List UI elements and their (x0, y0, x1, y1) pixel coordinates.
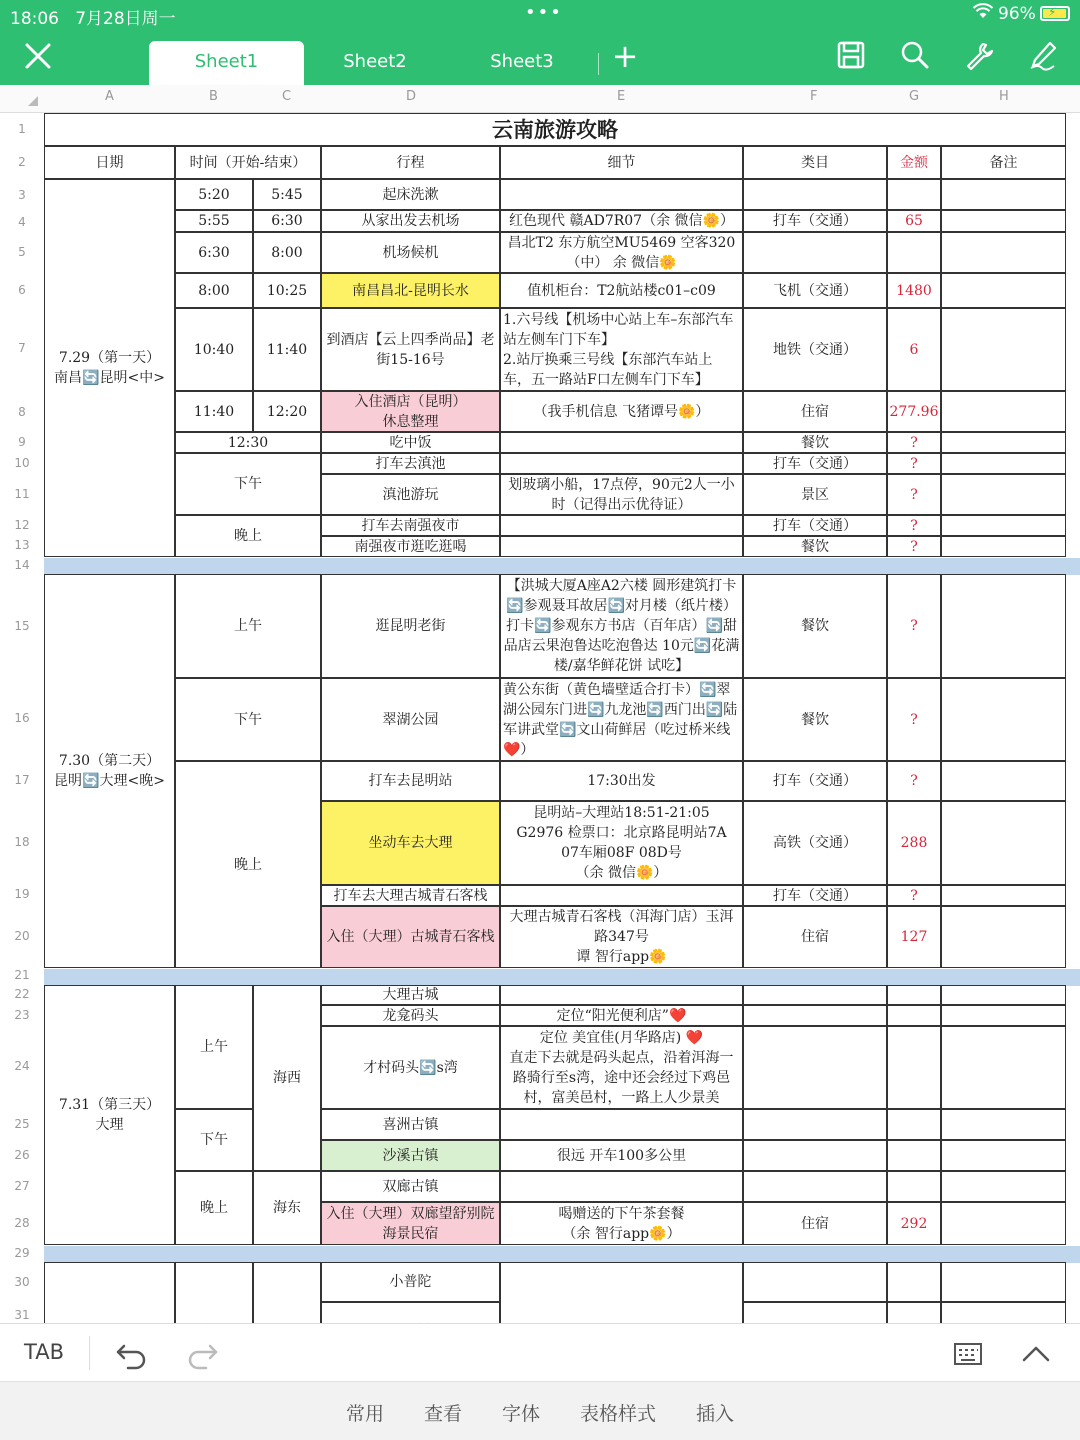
cell-end[interactable]: 11:40 (253, 308, 321, 391)
separator-band (44, 558, 1080, 575)
cell-note[interactable] (941, 885, 1066, 906)
row-header[interactable]: 2 (18, 155, 26, 169)
cell-note[interactable] (941, 801, 1066, 885)
status-bar (0, 0, 1080, 30)
cell-category[interactable] (743, 232, 887, 273)
cell-category[interactable]: 餐饮 (743, 536, 887, 557)
cell-area[interactable]: 海西 (253, 985, 321, 1171)
app-toolbar (0, 30, 1080, 85)
cell-detail[interactable]: 定位 美宜佳(月华路店) ❤️ 直走下去就是码头起点，沿着洱海一路骑行至s湾，途中还会经过下鸡邑村，富美邑村，一路上人少景美 (500, 1026, 743, 1109)
row-header[interactable]: 25 (14, 1117, 30, 1131)
header-plan[interactable]: 行程 (321, 146, 500, 179)
cell-detail[interactable] (500, 1109, 743, 1140)
col-header-e[interactable]: E (617, 89, 626, 104)
edit-toolbar (0, 1323, 1080, 1381)
cell-note[interactable] (941, 1109, 1066, 1140)
row-header[interactable]: 19 (14, 887, 30, 901)
cell-category[interactable] (743, 1005, 887, 1026)
cell-period[interactable]: 晚上 (175, 1171, 253, 1245)
cell-plan[interactable]: 入住（大理）古城青石客栈 (321, 906, 500, 968)
cell-time[interactable]: 下午 (175, 453, 321, 515)
cell-detail[interactable]: 大理古城青石客栈（洱海门店）玉洱路347号 谭 智行app🌼 (500, 906, 743, 968)
column-header-bar (0, 85, 1080, 113)
cell-detail[interactable]: 红色现代 赣AD7R07（余 微信🌼） (500, 210, 743, 232)
tab-divider (598, 53, 599, 75)
tab-sheet2[interactable]: Sheet2 (343, 51, 407, 72)
cell-category[interactable]: 打车（交通） (743, 210, 887, 232)
row-header[interactable]: 16 (14, 711, 30, 725)
row-header[interactable]: 22 (14, 987, 30, 1001)
header-note[interactable]: 备注 (941, 146, 1066, 179)
cell-category[interactable]: 住宿 (743, 391, 887, 432)
row-header[interactable]: 17 (14, 773, 30, 787)
cell-detail[interactable] (500, 885, 743, 906)
cell-end[interactable]: 10:25 (253, 273, 321, 308)
cell-note[interactable] (941, 432, 1066, 453)
row-header[interactable]: 10 (14, 456, 30, 470)
close-icon[interactable] (22, 40, 54, 72)
cell-start[interactable]: 10:40 (175, 308, 253, 391)
row-header[interactable]: 3 (18, 188, 26, 202)
cell-plan[interactable]: 滇池游玩 (321, 474, 500, 515)
add-sheet-button[interactable]: + (611, 37, 639, 75)
cell-plan[interactable]: 大理古城 (321, 985, 500, 1005)
row-header[interactable]: 14 (14, 558, 30, 572)
cell-amount[interactable] (887, 1262, 941, 1302)
cell-plan[interactable]: 到酒店【云上四季尚品】老街15-16号 (321, 308, 500, 391)
cell-category[interactable]: 地铁（交通） (743, 308, 887, 391)
row-header[interactable]: 5 (18, 245, 26, 259)
cell-plan[interactable]: 打车去昆明站 (321, 761, 500, 801)
cell-amount[interactable]: 65 (887, 210, 941, 232)
cell-time[interactable]: 12:30 (175, 432, 321, 453)
sheet-grid (0, 113, 1080, 1323)
cell-amount[interactable]: ? (887, 574, 941, 678)
cell-period[interactable]: 上午 (175, 985, 253, 1109)
col-header-g[interactable]: G (909, 89, 920, 104)
cell-time[interactable]: 下午 (175, 678, 321, 761)
tab-sheet1[interactable]: Sheet1 (149, 41, 304, 85)
cell-category[interactable]: 餐饮 (743, 574, 887, 678)
cell-note[interactable] (941, 761, 1066, 801)
cell-note[interactable] (941, 536, 1066, 557)
cell-detail[interactable]: 划玻璃小船，17点停，90元2人一小时（记得出示优待证） (500, 474, 743, 515)
row-header[interactable]: 1 (18, 122, 26, 136)
cell-note[interactable] (941, 273, 1066, 308)
cell-note[interactable] (941, 308, 1066, 391)
cell-plan[interactable]: 沙溪古镇 (321, 1140, 500, 1171)
cell-plan[interactable]: 吃中饭 (321, 432, 500, 453)
cell-detail[interactable] (500, 432, 743, 453)
cell-start[interactable]: 11:40 (175, 391, 253, 432)
cell-category[interactable]: 高铁（交通） (743, 801, 887, 885)
row-header[interactable]: 13 (14, 538, 30, 552)
cell-note[interactable] (941, 1262, 1066, 1302)
cell-plan[interactable]: 南强夜市逛吃逛喝 (321, 536, 500, 557)
col-header-a[interactable]: A (105, 89, 114, 104)
cell-detail[interactable]: 喝赠送的下午茶套餐 （余 智行app🌼） (500, 1202, 743, 1245)
separator-band (44, 969, 1080, 986)
cell-plan[interactable]: 双廊古镇 (321, 1171, 500, 1202)
wifi-icon (972, 3, 994, 24)
battery-percent: 96% (998, 4, 1036, 24)
col-header-h[interactable]: H (999, 89, 1009, 104)
cell-note[interactable] (941, 1202, 1066, 1245)
cell-category[interactable] (743, 1171, 887, 1202)
row-header[interactable]: 9 (18, 435, 26, 449)
row-header[interactable]: 12 (14, 518, 30, 532)
day1-date[interactable]: 7.29（第一天） 南昌🔄昆明<中> (44, 179, 175, 557)
pen-icon[interactable] (1028, 40, 1058, 70)
cell-detail[interactable]: 昌北T2 东方航空MU5469 空客320（中） 余 微信🌼 (500, 232, 743, 273)
cell-start[interactable]: 8:00 (175, 273, 253, 308)
cell-category[interactable]: 打车（交通） (743, 453, 887, 474)
cell-category[interactable] (743, 1026, 887, 1109)
cell-amount[interactable]: ? (887, 678, 941, 761)
col-header-b[interactable]: B (209, 89, 218, 104)
cell-detail[interactable]: 17:30出发 (500, 761, 743, 801)
cell-amount[interactable]: ? (887, 885, 941, 906)
row-header[interactable]: 29 (14, 1246, 30, 1260)
keyboard-icon[interactable] (950, 1336, 986, 1372)
cell-category[interactable] (743, 985, 887, 1005)
cell-category[interactable]: 飞机（交通） (743, 273, 887, 308)
cell-plan[interactable]: 喜洲古镇 (321, 1109, 500, 1140)
cell-time[interactable]: 晚上 (175, 761, 321, 968)
cell-plan[interactable]: 翠湖公园 (321, 678, 500, 761)
status-time: 18:06 7月28日周一 (10, 9, 176, 29)
cell-end[interactable]: 5:45 (253, 179, 321, 210)
cell-note[interactable] (941, 391, 1066, 432)
tab-key-button[interactable]: TAB (24, 1340, 64, 1364)
cell-note[interactable] (941, 1171, 1066, 1202)
cell-category[interactable] (743, 1109, 887, 1140)
cell-detail[interactable]: 黄公东街（黄色墙壁适合打卡）🔄翠湖公园东门进🔄九龙池🔄西门出🔄陆军讲武堂🔄文山荷鲜居（吃过桥米线❤️） (500, 678, 743, 761)
menu-common[interactable]: 常用 (346, 1403, 385, 1425)
cell-note[interactable] (941, 210, 1066, 232)
row-header[interactable]: 8 (18, 405, 26, 419)
cell-category[interactable]: 打车（交通） (743, 761, 887, 801)
row-header[interactable]: 26 (14, 1148, 30, 1162)
header-time[interactable]: 时间（开始-结束） (175, 146, 321, 179)
cell-category[interactable]: 餐饮 (743, 432, 887, 453)
cell-category[interactable]: 打车（交通） (743, 515, 887, 536)
row-header[interactable]: 18 (14, 835, 30, 849)
row-header[interactable]: 4 (18, 215, 26, 229)
cell-plan[interactable]: 打车去大理古城青石客栈 (321, 885, 500, 906)
cell-time[interactable]: 上午 (175, 574, 321, 678)
cell-amount[interactable]: 288 (887, 801, 941, 885)
cell-area[interactable]: 海东 (253, 1171, 321, 1245)
col-header-f[interactable]: F (810, 89, 818, 104)
cell-amount[interactable] (887, 232, 941, 273)
row-header[interactable]: 28 (14, 1216, 30, 1230)
cell-end[interactable]: 12:20 (253, 391, 321, 432)
cell-detail[interactable] (500, 453, 743, 474)
cell-plan[interactable]: 机场候机 (321, 232, 500, 273)
cell-category[interactable]: 住宿 (743, 1202, 887, 1245)
cell-plan[interactable]: 打车去滇池 (321, 453, 500, 474)
header-amount[interactable]: 金额 (887, 146, 941, 179)
cell-amount[interactable]: 277.96 (887, 391, 941, 432)
battery-icon: ⚡ (1040, 6, 1070, 21)
cell-note[interactable] (941, 574, 1066, 678)
menu-table-style[interactable]: 表格样式 (580, 1403, 657, 1425)
cell-amount[interactable]: ? (887, 761, 941, 801)
cell-amount[interactable]: ? (887, 432, 941, 453)
cell-note[interactable] (941, 678, 1066, 761)
cell-amount[interactable] (887, 985, 941, 1005)
cell-amount[interactable]: ? (887, 474, 941, 515)
cell-end[interactable]: 8:00 (253, 232, 321, 273)
cell-category[interactable] (743, 1140, 887, 1171)
cell-note[interactable] (941, 1140, 1066, 1171)
cell-note[interactable] (941, 985, 1066, 1005)
cell-amount[interactable]: 292 (887, 1202, 941, 1245)
cell-plan[interactable]: 起床洗漱 (321, 179, 500, 210)
wrench-icon[interactable] (964, 40, 994, 70)
header-detail[interactable]: 细节 (500, 146, 743, 179)
cell-category[interactable]: 打车（交通） (743, 885, 887, 906)
cell-plan[interactable]: 龙龛码头 (321, 1005, 500, 1026)
cell-amount[interactable] (887, 1171, 941, 1202)
row-header[interactable]: 15 (14, 619, 30, 633)
cell-detail[interactable]: 定位“阳光便利店”❤️ (500, 1005, 743, 1026)
cell-plan[interactable]: 入住酒店（昆明） 休息整理 (321, 391, 500, 432)
cell-amount[interactable]: ? (887, 453, 941, 474)
cell-plan[interactable]: 入住（大理）双廊望舒别院海景民宿 (321, 1202, 500, 1245)
row-header[interactable]: 7 (18, 341, 26, 355)
tab-sheet3[interactable]: Sheet3 (490, 51, 554, 72)
cell-detail[interactable]: 昆明站–大理站18:51-21:05 G2976 检票口：北京路昆明站7A 07车厢08F 08D号 （余 微信🌼） (500, 801, 743, 885)
cell-plan[interactable]: 南昌昌北-昆明长水 (321, 273, 500, 308)
menu-view[interactable]: 查看 (424, 1403, 463, 1425)
cell-note[interactable] (941, 474, 1066, 515)
cell-amount[interactable] (887, 1140, 941, 1171)
cell-note[interactable] (941, 453, 1066, 474)
cell-start[interactable]: 5:55 (175, 210, 253, 232)
cell-start[interactable]: 6:30 (175, 232, 253, 273)
menu-insert[interactable]: 插入 (696, 1403, 735, 1425)
row-header[interactable]: 31 (14, 1308, 30, 1322)
cell-detail[interactable]: 1.六号线【机场中心站上车–东部汽车站左侧车门下车】 2.站厅换乘三号线【东部汽车站上车，五一路站F口左侧车门下车】 (500, 308, 743, 391)
day2-date[interactable]: 7.30（第二天） 昆明🔄大理<晚> (44, 574, 175, 968)
cell-plan[interactable]: 小普陀 (321, 1262, 500, 1302)
col-header-c[interactable]: C (282, 89, 292, 104)
cell-detail[interactable]: 【洪城大厦A座A2六楼 圆形建筑打卡🔄参观聂耳故居🔄对月楼（纸片楼）打卡🔄参观东方书店（百年店）🔄甜品店云果泡鲁达吃泡鲁达 10元🔄花满楼/嘉华鲜花饼 试吃】 (500, 574, 743, 678)
ribbon-menu (0, 1381, 1080, 1440)
select-all-corner[interactable] (28, 96, 38, 106)
cell-amount[interactable] (887, 1026, 941, 1109)
cell-detail[interactable]: （我手机信息 飞猪谭号🌼） (500, 391, 743, 432)
cell-amount[interactable] (887, 1005, 941, 1026)
cell-detail[interactable]: 很远 开车100多公里 (500, 1140, 743, 1171)
header-date[interactable]: 日期 (44, 146, 175, 179)
cell-start[interactable]: 5:20 (175, 179, 253, 210)
cell-note[interactable] (941, 232, 1066, 273)
cell-plan[interactable]: 逛昆明老街 (321, 574, 500, 678)
cell-detail[interactable] (500, 985, 743, 1005)
cell-note[interactable] (941, 1005, 1066, 1026)
cell-amount[interactable]: 127 (887, 906, 941, 968)
search-icon[interactable] (900, 40, 930, 70)
cell-plan[interactable]: 才村码头🔄s湾 (321, 1026, 500, 1109)
row-header[interactable]: 11 (14, 487, 30, 501)
row-header[interactable]: 20 (14, 929, 30, 943)
day3-date[interactable]: 7.31（第三天） 大理 (44, 985, 175, 1245)
cell-amount[interactable]: ? (887, 515, 941, 536)
redo-icon[interactable] (184, 1336, 220, 1372)
cell-detail[interactable] (500, 1171, 743, 1202)
cell-amount[interactable]: ? (887, 536, 941, 557)
cell-plan[interactable]: 从家出发去机场 (321, 210, 500, 232)
cell-detail[interactable] (500, 179, 743, 210)
row-header[interactable]: 30 (14, 1275, 30, 1289)
menu-font[interactable]: 字体 (502, 1403, 541, 1425)
cell-plan[interactable]: 坐动车去大理 (321, 801, 500, 885)
cell-note[interactable] (941, 515, 1066, 536)
cell-amount[interactable]: 1480 (887, 273, 941, 308)
col-header-d[interactable]: D (406, 89, 417, 104)
cell-end[interactable]: 6:30 (253, 210, 321, 232)
cell-plan[interactable]: 打车去南强夜市 (321, 515, 500, 536)
row-header[interactable]: 27 (14, 1179, 30, 1193)
cell-note[interactable] (941, 179, 1066, 210)
cell-category[interactable]: 景区 (743, 474, 887, 515)
header-category[interactable]: 类目 (743, 146, 887, 179)
sheet-title[interactable]: 云南旅游攻略 (44, 113, 1066, 146)
cell-category[interactable] (743, 1262, 887, 1302)
cell-note[interactable] (941, 906, 1066, 968)
row-header[interactable]: 23 (14, 1008, 30, 1022)
row-header[interactable]: 6 (18, 283, 26, 297)
cell-category[interactable]: 住宿 (743, 906, 887, 968)
cell-time[interactable]: 晚上 (175, 515, 321, 557)
multitask-dots[interactable]: ••• (525, 2, 563, 23)
cell-detail[interactable] (500, 515, 743, 536)
cell-detail[interactable]: 值机柜台：T2航站楼c01–c09 (500, 273, 743, 308)
cell-detail[interactable] (500, 536, 743, 557)
chevron-up-icon[interactable] (1018, 1336, 1054, 1372)
cell-category[interactable] (743, 179, 887, 210)
cell-amount[interactable] (887, 1109, 941, 1140)
cell-category[interactable]: 餐饮 (743, 678, 887, 761)
cell-note[interactable] (941, 1026, 1066, 1109)
cell-period[interactable]: 下午 (175, 1109, 253, 1171)
cell-amount[interactable]: 6 (887, 308, 941, 391)
save-icon[interactable] (836, 40, 866, 70)
toolbar-divider (89, 1336, 90, 1370)
cell-amount[interactable] (887, 179, 941, 210)
separator-band (44, 1246, 1080, 1263)
row-header[interactable]: 24 (14, 1059, 30, 1073)
undo-icon[interactable] (114, 1336, 150, 1372)
row-header[interactable]: 21 (14, 968, 30, 982)
